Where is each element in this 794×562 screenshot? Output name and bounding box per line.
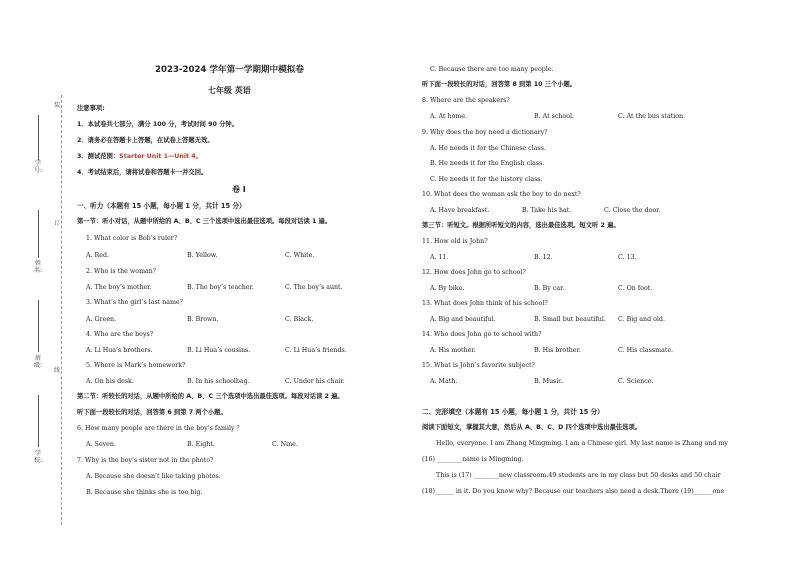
listening-part3: 第三节：听短文。根据所听短文的内容，选出最佳选项。短文听 2 遍。 — [422, 222, 620, 229]
question-2: 2. Who is the woman？ — [86, 268, 160, 275]
option-11c: C. 13. — [618, 254, 637, 261]
option-8c: C. At the bus station. — [618, 113, 686, 120]
seat-line — [38, 115, 39, 160]
option-1a: A. Red. — [86, 252, 110, 259]
bind-char-1: 装 — [54, 102, 61, 109]
question-14: 14. Who does John go to school with? — [422, 331, 542, 338]
question-7: 7. Why is the boy’s sister not in the photo? — [77, 457, 214, 464]
option-7c: C. Because there are too many people. — [430, 66, 554, 73]
cloze-line-1: Hello, everyone. I am Zhang Mingming. I am a Chinese girl. My last name is Zhang and my — [436, 440, 728, 447]
exam-title: 2023-2024 学年第一学期期中模拟卷 — [155, 65, 304, 75]
note-1: 1．本试卷共七部分，满分 100 分，考试时间 90 分钟。 — [77, 121, 238, 128]
option-6c: C. Nine. — [272, 441, 298, 448]
option-2b: B. The boy’s teacher. — [187, 284, 254, 291]
option-3a: A. Green. — [86, 316, 117, 323]
option-6b: B. Eight. — [187, 441, 215, 448]
option-12a: A. By bike. — [430, 285, 465, 292]
option-8b: B. At school. — [534, 113, 575, 120]
cloze-heading: 二、完形填空（本题有 15 小题，每小题 1 分，共计 15 分） — [422, 408, 604, 416]
option-8a: A. At home. — [430, 113, 468, 120]
option-4a: A. Li Hua’s brothers. — [86, 347, 153, 354]
question-9: 9. Why does the boy need a dictionary? — [422, 129, 548, 136]
school-label: 学校: — [34, 450, 43, 464]
name-label: 姓名: — [34, 260, 43, 274]
option-9a: A. He needs it for the Chinese class. — [430, 145, 546, 152]
cloze-line-4: (18)______ in it. Do you know why? Because our teachers also need a desk.There (19)______one — [422, 488, 725, 495]
listening-part2-sub2: 听下面一段较长的对话，回答第 8 到第 10 三个小题。 — [422, 81, 577, 88]
note-2: 2．请务必在答题卡上答题，在试卷上答题无效。 — [77, 137, 214, 144]
option-2a: A. The boy’s mother. — [86, 284, 152, 291]
option-4b: B. Li Hua’s cousins. — [187, 347, 251, 354]
option-3b: B. Brown. — [187, 316, 219, 323]
class-label: 班级: — [34, 355, 43, 369]
listening-part2: 第二节：听较长的对话，从题中所给的 A、B、C 三个选项中选出最佳选项。每段对话读 2 遍。 — [77, 393, 344, 400]
option-14a: A. His mother. — [430, 347, 476, 354]
option-5c: C. Under his chair. — [285, 378, 345, 385]
class-line — [38, 300, 39, 352]
bind-char-3: 线 — [54, 367, 61, 374]
binding-margin — [0, 0, 70, 562]
option-14b: B. His brother. — [534, 347, 581, 354]
option-7a: A. Because she doesn’t like taking photos. — [86, 473, 221, 480]
option-15c: C. Science. — [618, 378, 654, 385]
note-3: 3．测试范围：Starter Unit 1—Unit 4。 — [77, 153, 202, 160]
option-13a: A. Big and beautiful. — [430, 316, 496, 323]
volume-label: 卷 I — [232, 185, 246, 194]
seat-label: 学号: — [34, 160, 43, 174]
question-5: 5. Where is Mark’s homework? — [86, 362, 186, 369]
question-3: 3. What’s the girl’s last name？ — [86, 299, 187, 306]
option-10a: A. Have breakfast. — [430, 207, 490, 214]
test-range: Starter Unit 1—Unit 4。 — [119, 153, 202, 160]
cloze-instruction: 阅读下面短文，掌握其大意，然后从 A、B、C、D 四个选项中选出最佳选项。 — [422, 424, 642, 431]
option-10c: C. Close the door. — [604, 207, 661, 214]
question-12: 12. How does John go to school? — [422, 269, 526, 276]
cloze-line-2: (16) ________name is Mingming. — [422, 456, 524, 463]
option-2c: C. The boy’s aunt. — [285, 284, 343, 291]
question-13: 13. What does John think of his school? — [422, 300, 548, 307]
option-14c: C. His classmate. — [618, 347, 674, 354]
option-11a: A. 11. — [430, 254, 449, 261]
bind-char-2: 订 — [54, 220, 61, 227]
option-5b: B. In his schoolbag. — [187, 378, 250, 385]
listening-part2-sub1: 听下面一段较长的对话，回答第 6 到第 7 两个小题。 — [77, 409, 227, 416]
question-4: 4. Who are the boys? — [86, 331, 154, 338]
option-13b: B. Small but beautiful. — [534, 316, 606, 323]
option-11b: B. 12. — [534, 254, 553, 261]
question-10: 10. What does the woman ask the boy to do next? — [422, 191, 581, 198]
option-12c: C. On foot. — [618, 285, 653, 292]
option-6a: A. Seven. — [86, 441, 116, 448]
question-1: 1. What color is Bob’s ruler? — [86, 235, 178, 242]
listening-part1: 第一节：听小对话，从题中所给的 A、B、C 三个选项中选出最佳选项。每段对话读 1 遍。 — [77, 218, 332, 225]
option-10b: B. Take his hat. — [522, 207, 572, 214]
question-8: 8. Where are the speakers? — [422, 97, 510, 104]
option-1c: C. White. — [285, 252, 315, 259]
option-9b: B. He needs it for the English class. — [430, 160, 545, 167]
question-6: 6. How many people are there in the boy’s family ？ — [77, 425, 243, 432]
option-9c: C. He needs it for the history class. — [430, 176, 543, 183]
option-1b: B. Yellow. — [187, 252, 218, 259]
option-4c: C. Li Hua’s friends. — [285, 347, 347, 354]
exam-subtitle: 七年级 英语 — [208, 86, 251, 95]
cloze-line-3: This is (17) ________new classroom.49 students are in my class but 50 desks and 50 chair — [436, 472, 721, 479]
option-13c: C. Big and old. — [618, 316, 665, 323]
listening-heading: 一、听力（本题有 15 小题，每小题 1 分，共计 15 分） — [77, 202, 246, 210]
school-line — [38, 395, 39, 447]
question-11: 11. How old is John? — [422, 238, 488, 245]
note-4: 4．考试结束后，请将试卷和答题卡一并交回。 — [77, 169, 208, 176]
binding-dash-line — [61, 95, 62, 525]
option-12b: B. By car. — [534, 285, 565, 292]
option-7b: B. Because she thinks she is too big. — [86, 489, 203, 496]
option-3c: C. Black. — [285, 316, 314, 323]
name-line — [38, 210, 39, 258]
question-15: 15. What is John’s favorite subject? — [422, 362, 535, 369]
notes-heading: 注意事项: — [77, 105, 105, 112]
option-15a: A. Math. — [430, 378, 458, 385]
option-15b: B. Music. — [534, 378, 564, 385]
option-5a: A. On his desk. — [86, 378, 134, 385]
